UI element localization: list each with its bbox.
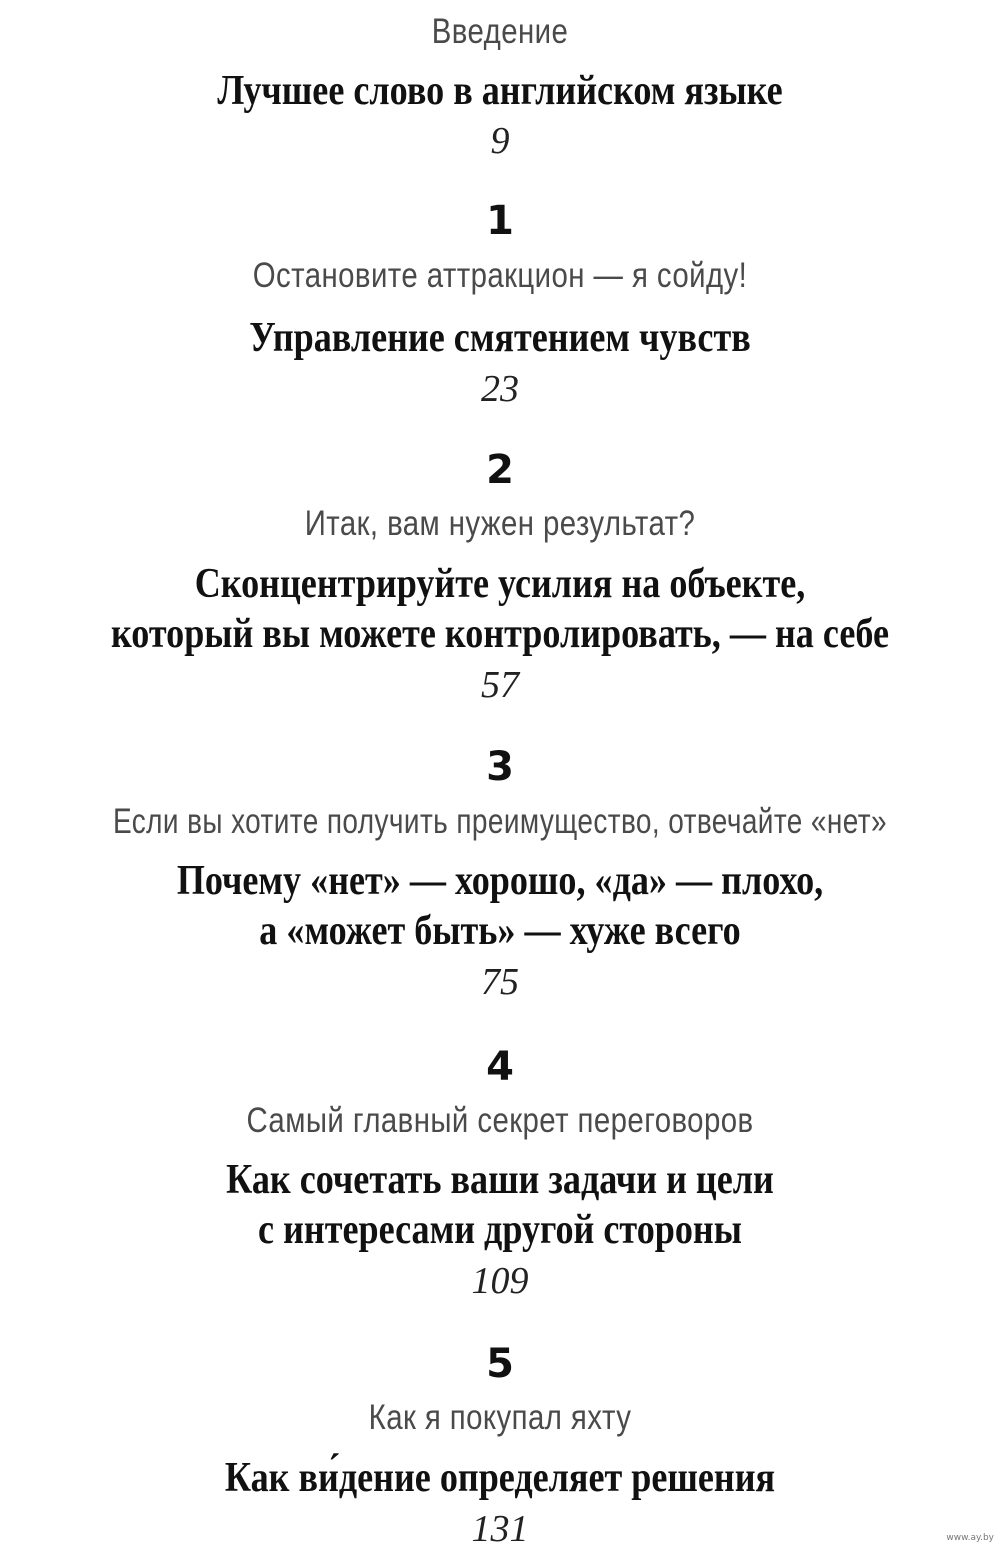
chapter-3-kicker: Если вы хотите получить преимущество, отвечайте «нет» <box>113 802 887 841</box>
chapter-5-page-number: 131 <box>471 1508 529 1550</box>
chapter-4-number: 4 <box>486 1044 514 1090</box>
chapter-2-page-number: 57 <box>481 664 519 706</box>
chapter-5-title-line-1: Как ви́дение определяет решения <box>224 1455 776 1501</box>
chapter-4-page-number: 109 <box>471 1260 529 1302</box>
chapter-1-kicker: Остановите аттракцион — я сойду! <box>252 256 748 295</box>
chapter-2-title-line-1: Сконцентрируйте усилия на объекте, <box>194 561 806 607</box>
chapter-1-number: 1 <box>486 198 514 244</box>
chapter-2-title-line-2: который вы можете контролировать, — на себе <box>110 611 890 657</box>
chapter-4-kicker: Самый главный секрет переговоров <box>246 1101 754 1140</box>
chapter-1-page-number: 23 <box>481 368 519 410</box>
chapter-3-number: 3 <box>486 744 514 790</box>
intro-kicker: Введение <box>431 12 569 51</box>
intro-page-number: 9 <box>490 120 510 162</box>
chapter-5-kicker: Как я покупал яхту <box>368 1398 632 1437</box>
chapter-2-number: 2 <box>486 447 514 493</box>
chapter-3-page-number: 75 <box>481 961 519 1003</box>
chapter-2-kicker: Итак, вам нужен результат? <box>304 504 696 543</box>
chapter-4-title-line-1: Как сочетать ваши задачи и цели <box>226 1157 774 1203</box>
chapter-3-title-line-2: а «может быть» — хуже всего <box>259 908 741 954</box>
chapter-4-title-line-2: с интересами другой стороны <box>258 1207 742 1253</box>
intro-title: Лучшее слово в английском языке <box>217 68 783 114</box>
chapter-5-number: 5 <box>486 1341 514 1387</box>
chapter-1-title-line-1: Управление смятением чувств <box>249 315 751 361</box>
chapter-3-title-line-1: Почему «нет» — хорошо, «да» — плохо, <box>176 858 824 904</box>
watermark: www.ay.by <box>946 1533 994 1543</box>
